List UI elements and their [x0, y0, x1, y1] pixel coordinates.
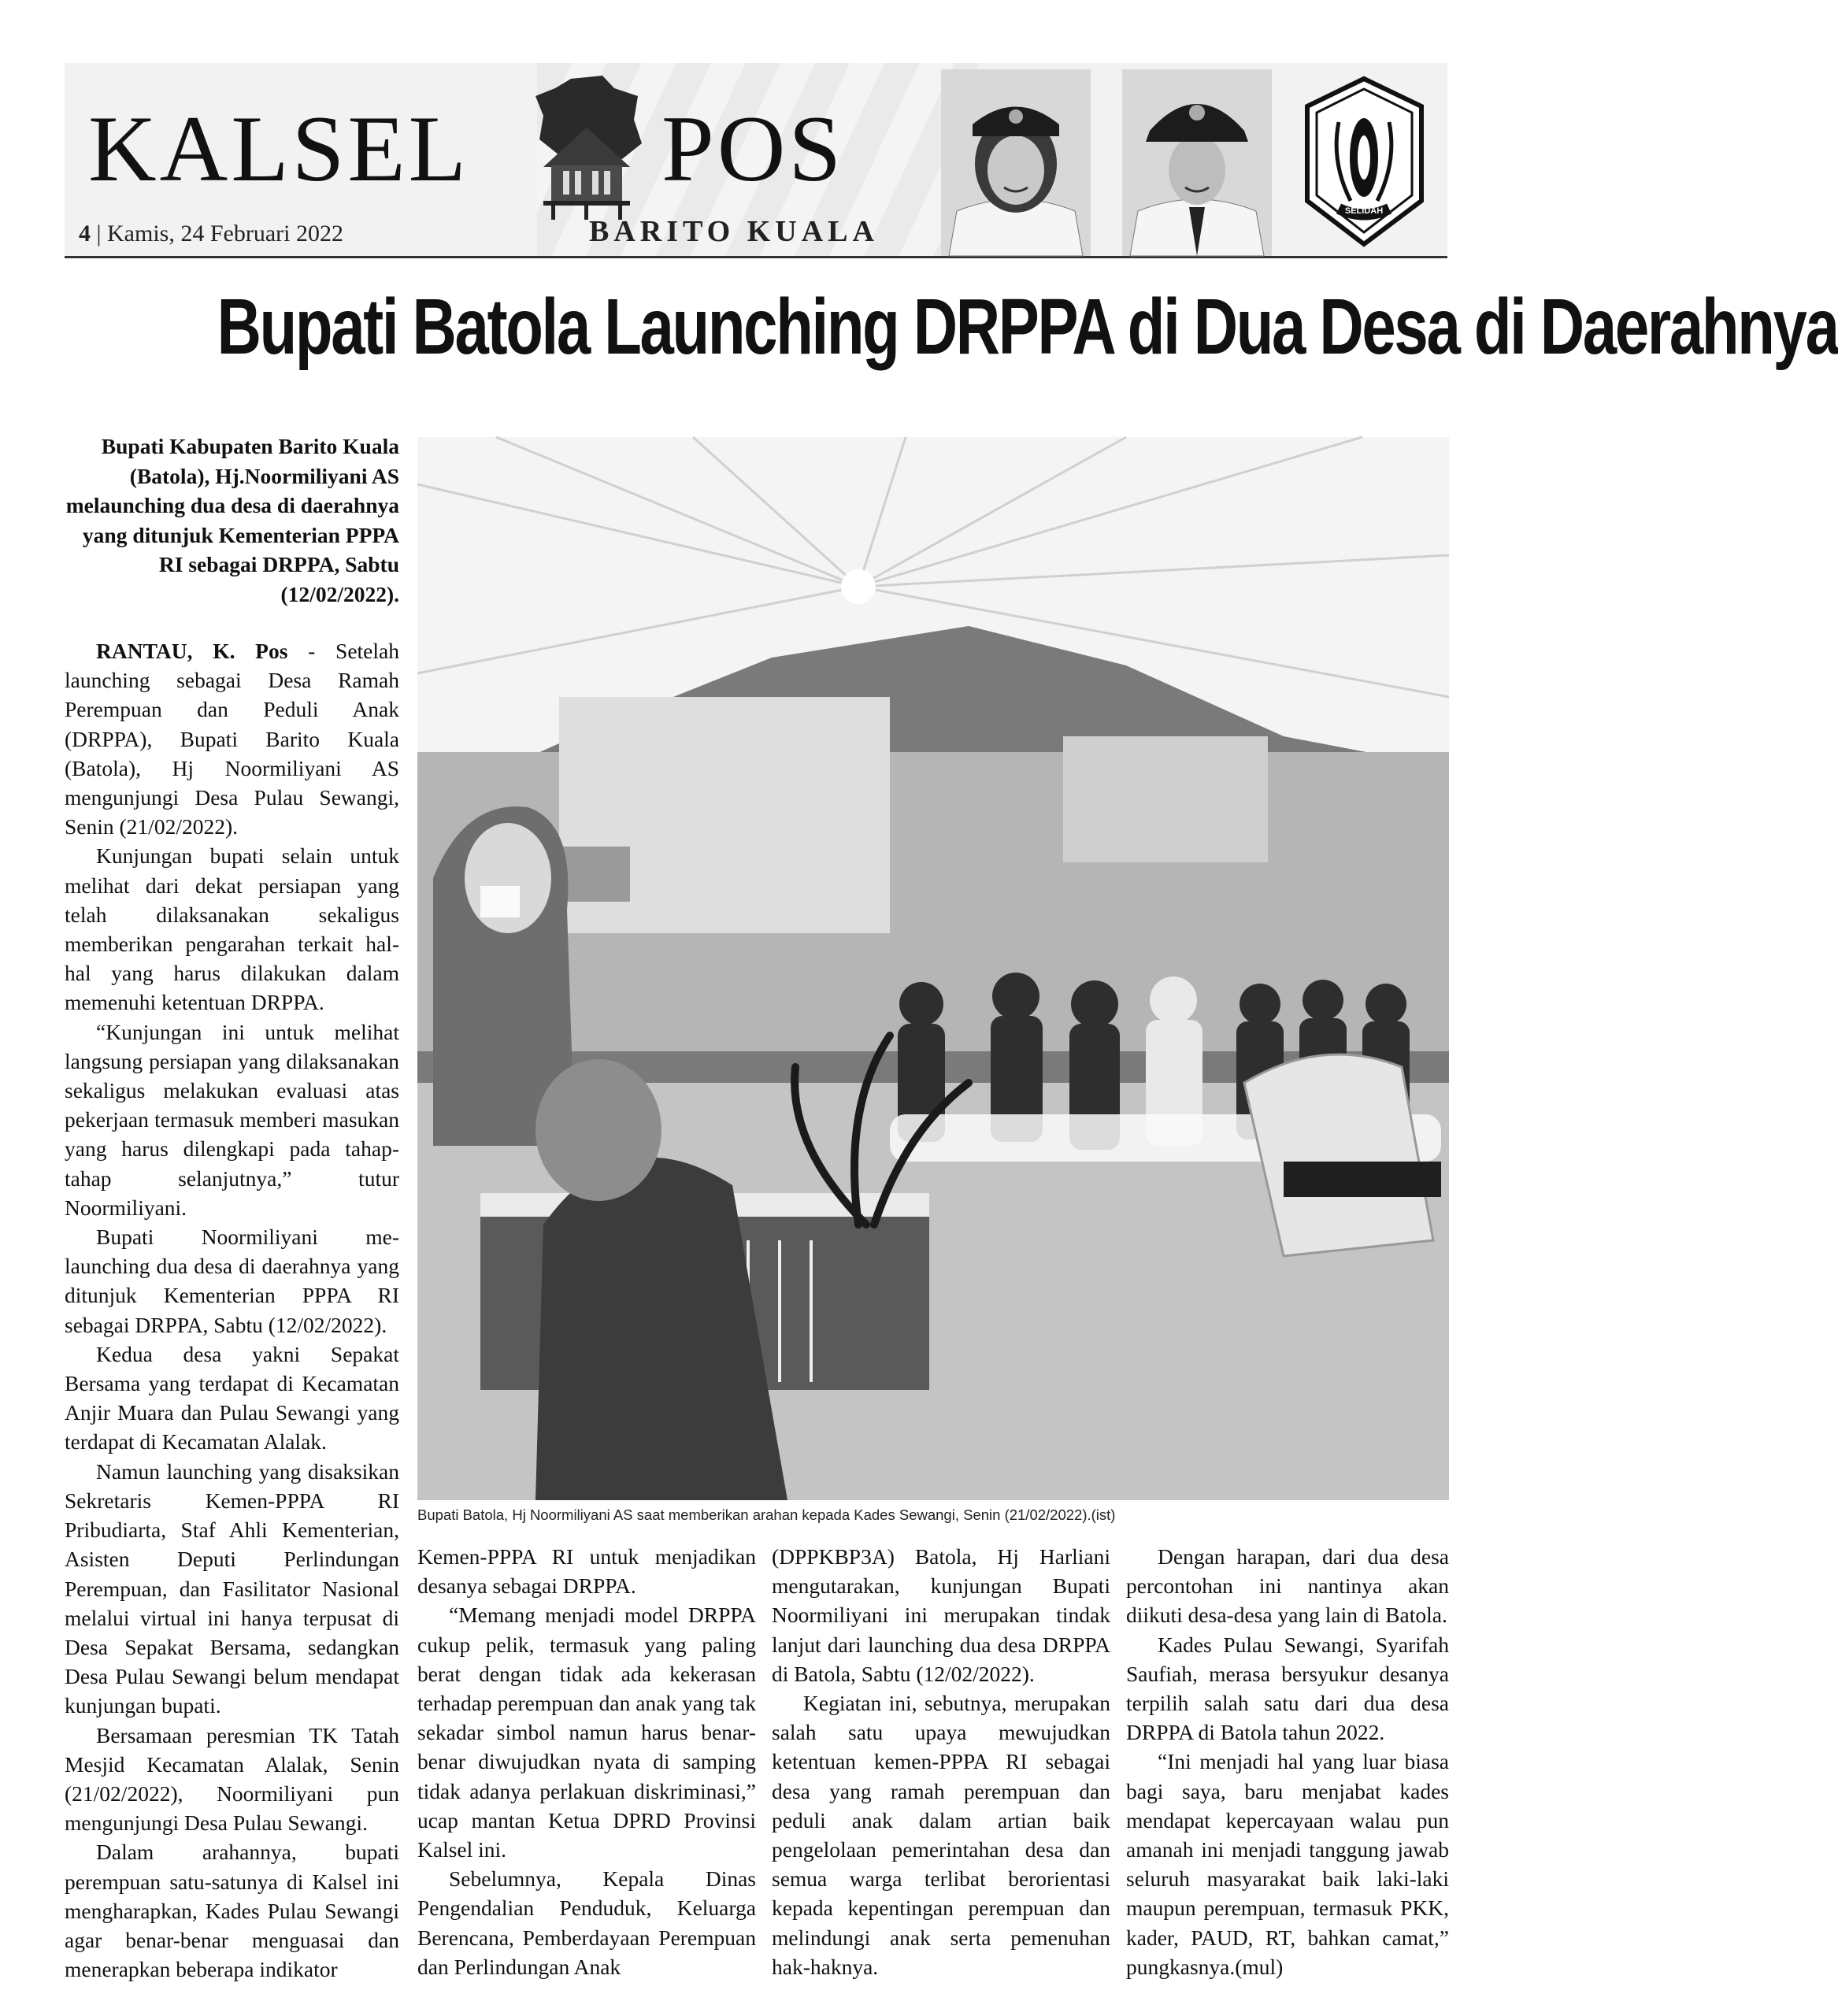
paragraph: Kades Pulau Sewangi, Syarifah Saufiah, merasa bersyukur desanya terpilih salah satu dari dua desa DRPPA di Batola tahun 2022.: [1126, 1632, 1449, 1745]
article-column-3: [772, 1542, 1110, 1981]
paragraph: “Ini menjadi hal yang luar biasa bagi saya, baru menjabat kades mendapat kepercayaan walau pun amanah ini menjadi tanggung jawab seluruh masyarakat baik laki-laki maupun perempuan, termasuk PKK, kader, PAUD, RT, bahkan camat,” pungkasnya.(mul): [1126, 1749, 1449, 1979]
paragraph: Namun launching yang disaksikan Sekretaris Kemen-PPPA RI Pribudiarta, Staf Ahli Kementerian, Asisten Deputi Perlindungan Perempuan, dan Fasilitator Nasional melalui virtual ini hanya terpusat di Desa Sepakat Bersama, sedangkan Desa Pulau Sewangi belum mendapat kunjungan bupati.: [65, 1458, 399, 1718]
photo-caption: Bupati Batola, Hj Noormiliyani AS saat memberikan arahan kepada Kades Sewangi, Senin (21/02/2022).(ist): [417, 1506, 1116, 1523]
separator: |: [96, 220, 108, 246]
article-column-1: [65, 636, 399, 1984]
paragraph: Dengan harapan, dari dua desa percontohan ini nantinya akan diikuti desa-desa yang lain di Batola.: [1126, 1544, 1449, 1628]
dateline: RANTAU, K. Pos: [96, 639, 288, 663]
paragraph: Kunjungan bupati selain untuk melihat dari dekat persiapan yang telah dilaksanakan sekaligus memberikan pengarahan terkait hal-hal yang harus dilakukan dalam memenuhi ketentuan DRPPA.: [65, 843, 399, 1015]
article-photo: [417, 437, 1449, 1500]
paragraph: Kedua desa yakni Sepakat Bersama yang terdapat di Kecamatan Anjir Muara dan Pulau Sewangi yang terdapat di Kecamatan Alalak.: [65, 1341, 399, 1455]
paragraph: Bupati Noormiliyani me-launching dua desa di daerahnya yang ditunjuk Kementerian PPPA RI sebagai DRPPA, Sabtu (12/02/2022).: [65, 1225, 399, 1337]
region-name: BARITO KUALA: [589, 215, 879, 248]
paragraph: Kemen-PPPA RI untuk menjadikan desanya sebagai DRPPA.: [417, 1544, 756, 1599]
paragraph: Bersamaan peresmian TK Tatah Mesjid Kecamatan Alalak, Senin (21/02/2022), Noormiliyani pun mengunjungi Desa Pulau Sewangi.: [65, 1722, 399, 1836]
paragraph: Dalam arahannya, bupati perempuan satu-satunya di Kalsel ini mengharapkan, Kades Pulau Sewangi agar benar-benar menguasai dan menerapkan beberapa indikator: [65, 1840, 399, 1982]
regency-crest-icon: [1291, 67, 1437, 256]
issue-date: Kamis, 24 Februari 2022: [107, 220, 343, 246]
crest-label: SELIDAH: [1344, 206, 1384, 216]
kalimantan-map-house-icon: [528, 72, 646, 222]
paragraph: (DPPKBP3A) Batola, Hj Harliani mengutarakan, kunjungan Bupati Noormiliyani ini merupakan tindak lanjut dari launching dua desa DRPPA di Batola, Sabtu (12/02/2022).: [772, 1544, 1110, 1686]
paragraph: “Kunjungan ini untuk melihat langsung persiapan yang dilaksanakan sekaligus melakukan evaluasi atas pekerjaan termasuk memberi masukan yang harus dilengkapi pada tahap-tahap selanjutnya,” tutur Noormiliyani.: [65, 1019, 399, 1220]
issue-line: [79, 220, 343, 247]
article-column-2: [417, 1542, 756, 1981]
page-number: 4: [79, 220, 91, 246]
official-portrait-male: [1122, 69, 1272, 256]
article-column-4: [1126, 1542, 1449, 1981]
paragraph: Kegiatan ini, sebutnya, merupakan salah satu upaya mewujudkan ketentuan kemen-PPPA RI sebagai desa yang ramah perempuan dan peduli anak dalam artian baik pengelolaan pemerintahan desa dan semua warga terlibat berorientasi kepada kepentingan perempuan dan melindungi anak serta pemenuhan hak-haknya.: [772, 1691, 1110, 1979]
article-lead: Bupati Kabupaten Barito Kuala (Batola), Hj.Noormiliyani AS melaunching dua desa di daerahnya yang ditunjuk Kementerian PPPA RI sebagai DRPPA, Sabtu (12/02/2022).: [65, 434, 399, 606]
paragraph: “Memang menjadi model DRPPA cukup pelik, termasuk yang paling berat dengan tidak ada kekerasan terhadap perempuan dan anak yang tak sekadar simbol namun harus benar-benar diwujudkan nyata di samping tidak adanya perlakuan diskriminasi,” ucap mantan Ketua DPRD Provinsi Kalsel ini.: [417, 1603, 756, 1862]
article-headline: Bupati Batola Launching DRPPA di Dua Desa di Daerahnya: [217, 283, 1838, 371]
paragraph: RANTAU, K. Pos - Setelah launching sebagai Desa Ramah Perempuan dan Peduli Anak (DRPPA), Bupati Barito Kuala (Batola), Hj Noormiliyani AS mengunjungi Desa Pulau Sewangi, Senin (21/02/2022).: [65, 639, 399, 839]
paragraph: Sebelumnya, Kepala Dinas Pengendalian Penduduk, Keluarga Berencana, Pemberdayaan Perempuan dan Perlindungan Anak: [417, 1866, 756, 1979]
paper-name-suffix: POS: [661, 96, 845, 201]
official-portrait-female: [941, 69, 1091, 256]
paper-name: KALSEL: [88, 96, 469, 201]
